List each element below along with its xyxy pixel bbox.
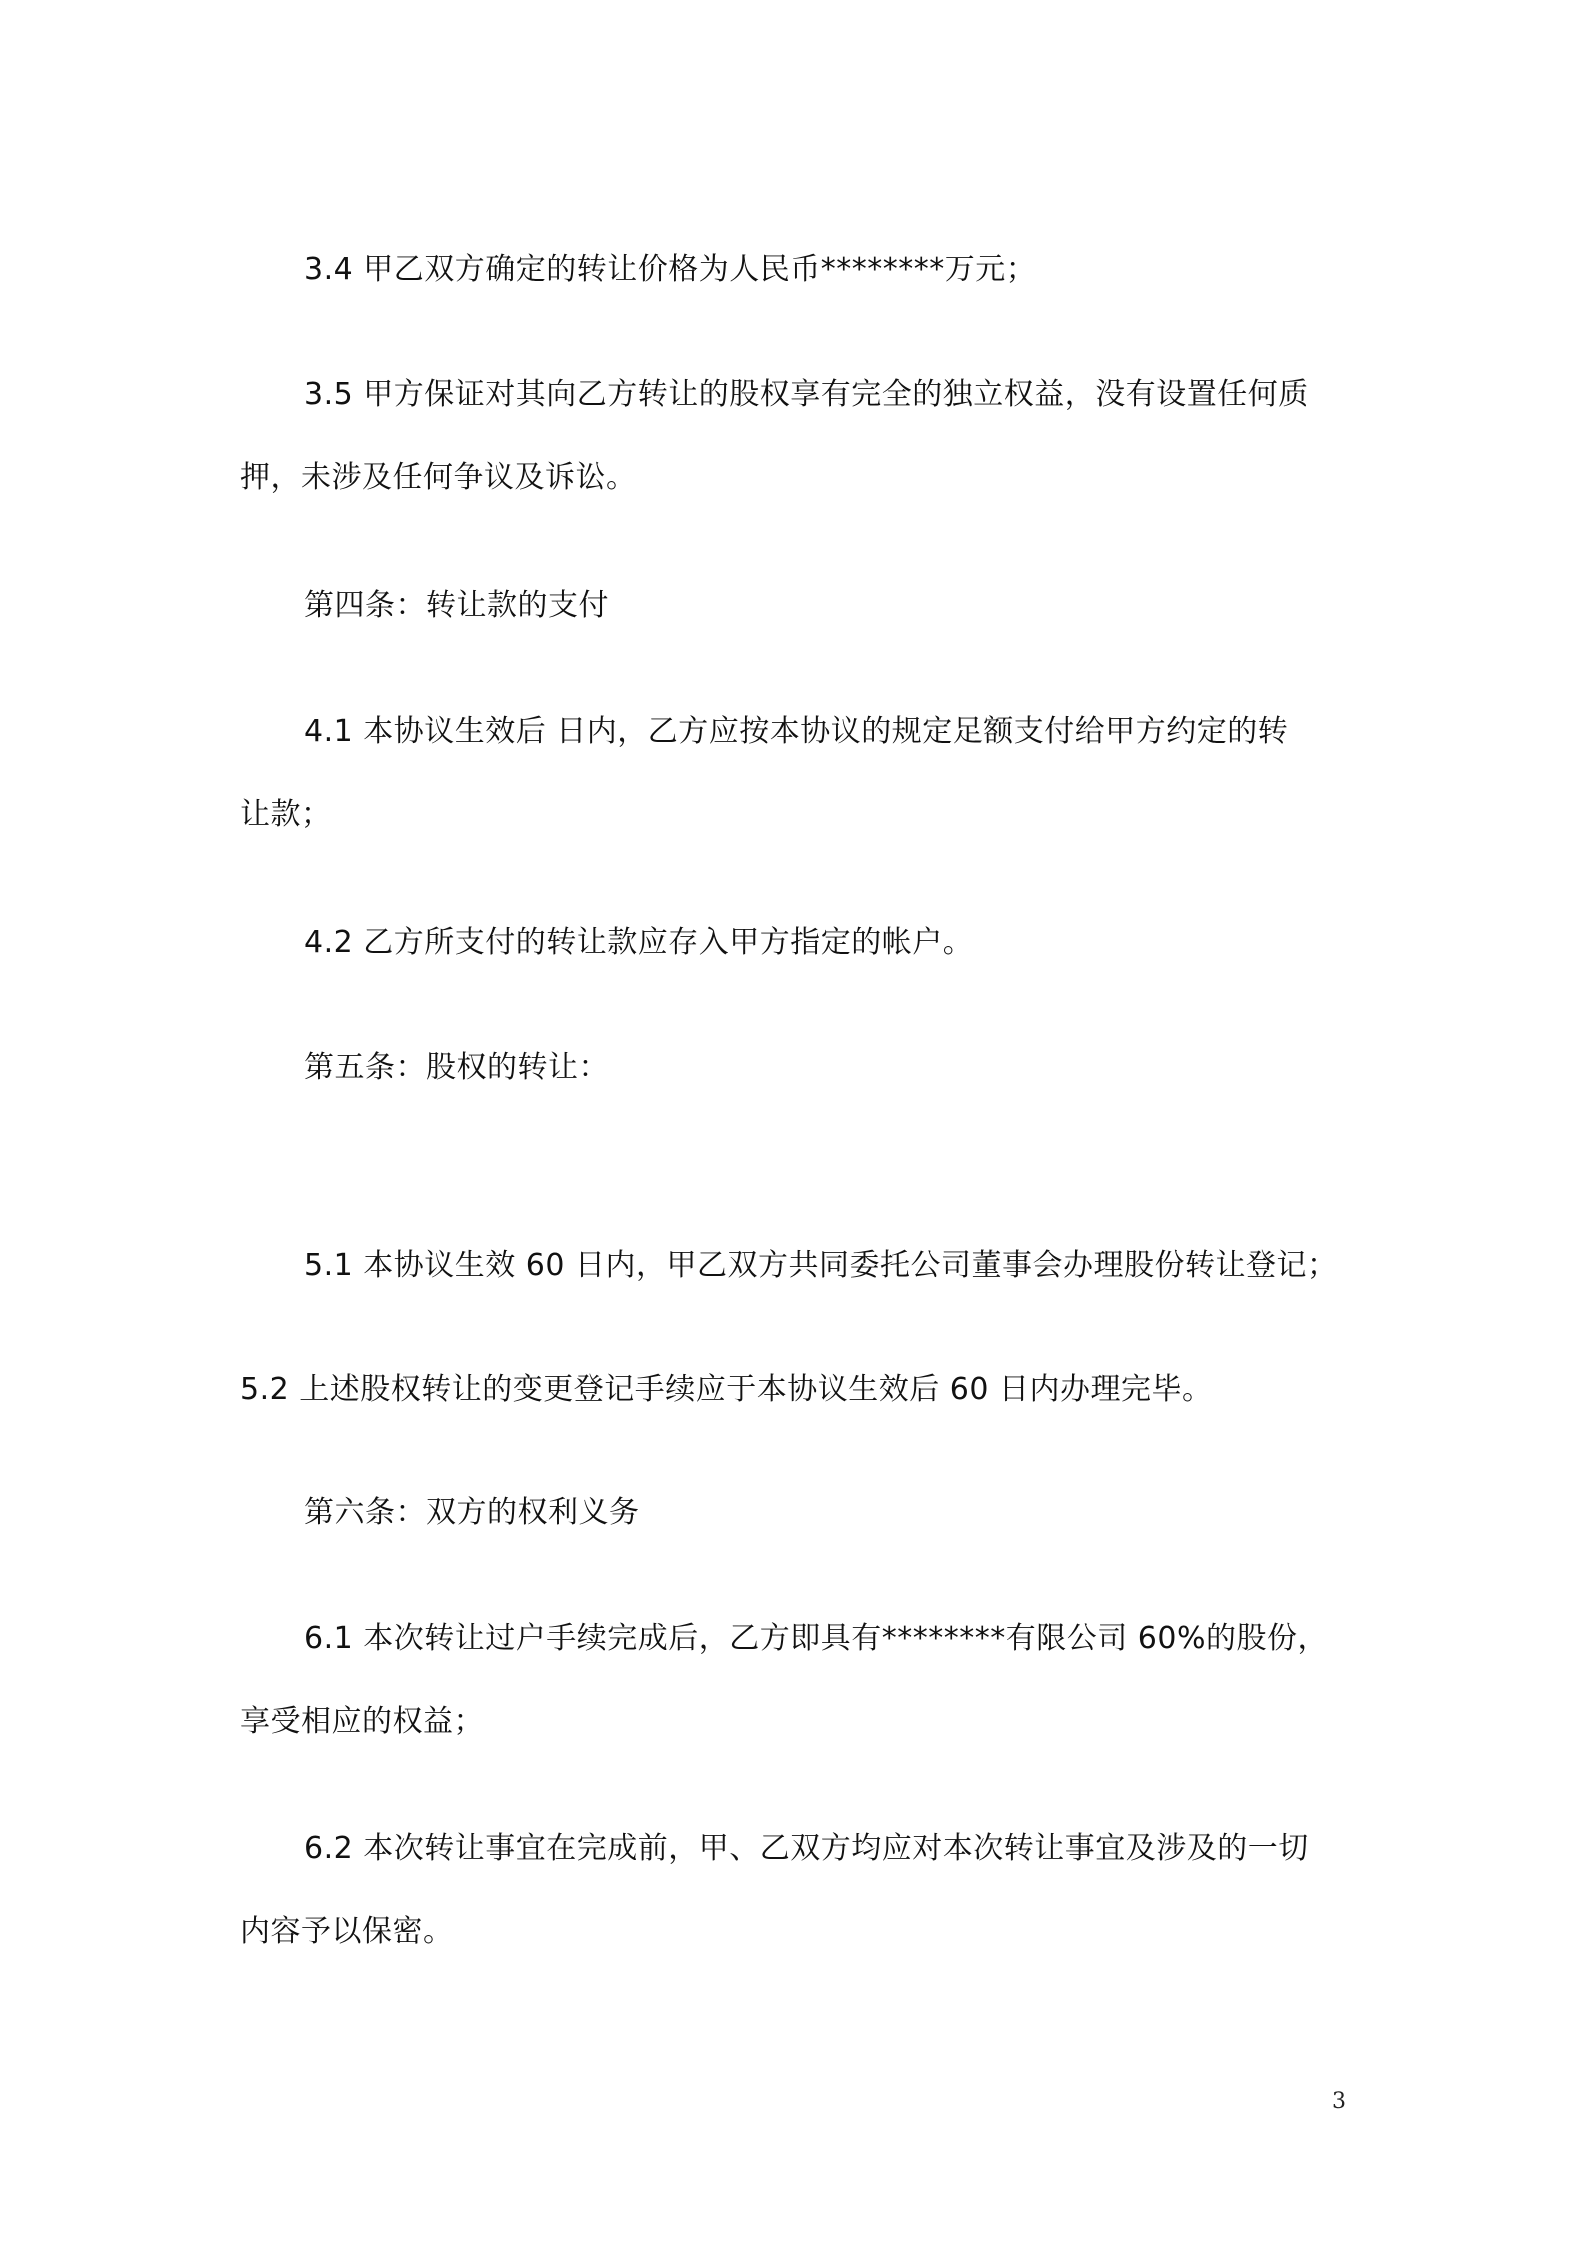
section-heading: 第六条：双方的权利义务	[304, 1495, 640, 1530]
text-line: 3.5 甲方保证对其向乙方转让的股权享有完全的独立权益，没有设置任何质	[304, 377, 1309, 412]
section-heading: 第四条：转让款的支付	[304, 588, 609, 623]
text-line: 6.2 本次转让事宜在完成前，甲、乙双方均应对本次转让事宜及涉及的一切	[304, 1831, 1309, 1866]
page-number: 3	[1332, 2089, 1346, 2114]
text-line: 内容予以保密。	[240, 1914, 454, 1949]
text-line: 5.1 本协议生效 60 日内，甲乙双方共同委托公司董事会办理股份转让登记；	[304, 1248, 1338, 1283]
text-line: 4.2 乙方所支付的转让款应存入甲方指定的帐户。	[304, 925, 974, 960]
text-line: 3.4 甲乙双方确定的转让价格为人民币********万元；	[304, 252, 1037, 287]
text-line: 让款；	[240, 797, 332, 832]
text-line: 享受相应的权益；	[240, 1704, 484, 1739]
text-line: 5.2 上述股权转让的变更登记手续应于本协议生效后 60 日内办理完毕。	[240, 1372, 1213, 1407]
text-line: 6.1 本次转让过户手续完成后，乙方即具有********有限公司 60%的股份，	[304, 1621, 1328, 1656]
section-heading: 第五条：股权的转让：	[304, 1050, 609, 1085]
text-line: 4.1 本协议生效后 日内，乙方应按本协议的规定足额支付给甲方约定的转	[304, 714, 1289, 749]
text-line: 押，未涉及任何争议及诉讼。	[240, 460, 637, 495]
